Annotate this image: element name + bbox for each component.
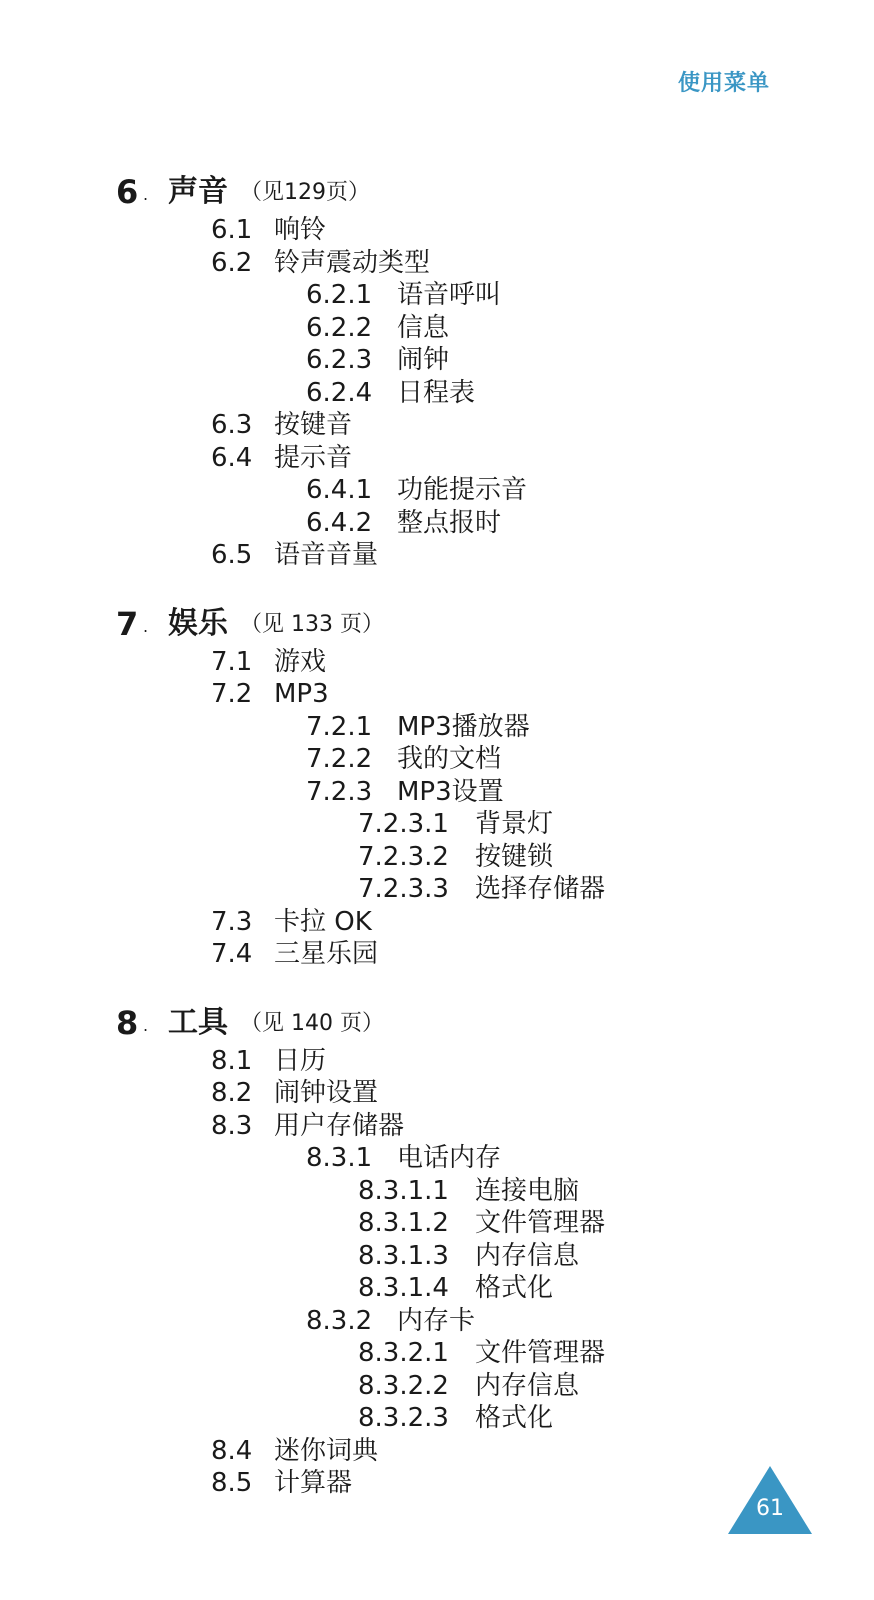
menu-item-label: 选择存储器: [475, 874, 606, 904]
page-number-badge: [728, 1466, 812, 1534]
menu-item-number: 6.5: [211, 540, 253, 570]
menu-item-label: 内存信息: [475, 1240, 580, 1271]
menu-item: [0, 377, 874, 410]
menu-section-8: [0, 1001, 874, 1500]
menu-item: [0, 873, 874, 906]
menu-item: [0, 938, 874, 971]
menu-item-number: 6.4: [211, 442, 253, 473]
section-number-dot: .: [143, 1015, 149, 1035]
menu-item: [0, 1045, 874, 1078]
menu-item-number: 7.2: [211, 679, 253, 709]
menu-item-number: 8.3.1.1: [358, 1175, 449, 1206]
menu-item-label: 日程表: [397, 377, 476, 408]
menu-item: [0, 507, 874, 540]
section-heading: [0, 170, 874, 214]
menu-item-label: 日历: [274, 1045, 327, 1076]
menu-item: [0, 474, 874, 507]
menu-item: [0, 808, 874, 841]
menu-item: [0, 312, 874, 345]
menu-item: [0, 344, 874, 377]
menu-item-number: 7.3: [211, 906, 253, 937]
section-number-dot: .: [143, 185, 149, 204]
menu-item-number: 7.2.3.2: [358, 841, 449, 872]
menu-section-7: [0, 602, 874, 971]
section-title: 声音: [168, 174, 228, 209]
section-number: 8: [116, 1003, 139, 1042]
menu-item-label: 按键锁: [475, 841, 554, 872]
menu-item-number: 8.3.2.1: [358, 1338, 449, 1368]
section-page-ref: （见 133 页）: [240, 611, 384, 637]
menu-item: [0, 1110, 874, 1143]
section-page-ref: （见129页）: [240, 180, 370, 205]
menu-item: [0, 1435, 874, 1468]
menu-item-label: 语音音量: [274, 540, 379, 570]
menu-item-label: 我的文档: [397, 744, 502, 774]
menu-item-number: 6.1: [211, 215, 253, 245]
menu-item-label: 格式化: [475, 1403, 554, 1433]
section-title: 娱乐: [168, 605, 228, 641]
menu-item-label: 语音呼叫: [397, 280, 502, 310]
menu-item-number: 8.3.1: [306, 1143, 373, 1173]
menu-item-label: 迷你词典: [274, 1435, 379, 1466]
menu-item-label: 信息: [397, 312, 450, 343]
menu-section-6: [0, 170, 874, 572]
menu-item-label: 连接电脑: [475, 1175, 580, 1206]
menu-outline: [0, 170, 874, 1530]
menu-item-label: 游戏: [274, 646, 327, 677]
menu-item-number: 8.3.2: [306, 1305, 373, 1336]
section-page-ref: （见 140 页）: [240, 1010, 384, 1036]
menu-item-label: MP3: [274, 679, 329, 709]
menu-item: [0, 1402, 874, 1435]
section-heading: [0, 1001, 874, 1045]
menu-item-number: 7.2.1: [306, 711, 373, 742]
menu-item-number: 8.3.2.2: [358, 1370, 449, 1401]
menu-item: [0, 442, 874, 475]
menu-item-label: 内存卡: [397, 1305, 476, 1336]
menu-item-label: 闹钟设置: [274, 1078, 379, 1108]
menu-item-label: 内存信息: [475, 1370, 580, 1401]
menu-item: [0, 711, 874, 744]
menu-item-number: 7.4: [211, 939, 253, 969]
menu-item-label: 整点报时: [397, 507, 502, 538]
section-number-dot: .: [143, 616, 149, 636]
menu-item-number: 8.5: [211, 1468, 253, 1498]
menu-item: [0, 1142, 874, 1175]
menu-item-label: 闹钟: [397, 345, 450, 375]
menu-item: [0, 678, 874, 711]
menu-item: [0, 1337, 874, 1370]
section-number: 7: [116, 604, 139, 643]
menu-item: [0, 906, 874, 939]
menu-item-number: 7.2.2: [306, 744, 373, 774]
menu-item: [0, 1175, 874, 1208]
menu-item-number: 6.2.1: [306, 280, 373, 310]
menu-item: [0, 1272, 874, 1305]
menu-item: [0, 247, 874, 280]
menu-item-number: 7.2.3.3: [358, 874, 449, 904]
menu-item-number: 7.1: [211, 646, 253, 677]
menu-item-number: 8.3: [211, 1110, 253, 1141]
menu-item-label: 计算器: [274, 1468, 353, 1498]
menu-item-number: 6.2.4: [306, 377, 373, 408]
menu-item-label: MP3播放器: [397, 711, 530, 742]
menu-item-number: 8.3.1.3: [358, 1240, 449, 1271]
menu-item-label: 响铃: [274, 215, 327, 245]
section-number: 6: [116, 173, 139, 211]
menu-item-label: 背景灯: [475, 809, 554, 839]
menu-item-label: 电话内存: [397, 1143, 502, 1173]
menu-item-label: 文件管理器: [475, 1338, 606, 1368]
menu-item-label: 提示音: [274, 442, 353, 473]
menu-item: [0, 214, 874, 247]
menu-item: [0, 1240, 874, 1273]
menu-item-number: 7.2.3: [306, 776, 373, 807]
section-title: 工具: [168, 1004, 228, 1040]
menu-item-number: 6.2.2: [306, 312, 373, 343]
menu-item-label: 三星乐园: [274, 939, 379, 969]
menu-item-number: 6.3: [211, 410, 253, 440]
menu-item: [0, 1077, 874, 1110]
menu-item-label: 文件管理器: [475, 1208, 606, 1238]
menu-item-number: 6.4.1: [306, 475, 373, 505]
menu-item-label: MP3设置: [397, 776, 504, 807]
menu-item-label: 铃声震动类型: [274, 247, 431, 278]
menu-item: [0, 1370, 874, 1403]
menu-item: [0, 409, 874, 442]
menu-item: [0, 776, 874, 809]
menu-item-number: 8.3.1.2: [358, 1208, 449, 1238]
menu-item-label: 功能提示音: [397, 475, 528, 505]
menu-item-number: 8.2: [211, 1078, 253, 1108]
menu-item-label: 格式化: [475, 1273, 554, 1303]
menu-item-number: 8.3.2.3: [358, 1403, 449, 1433]
menu-item-number: 6.2: [211, 247, 253, 278]
page-header-title: 使用菜单: [677, 71, 770, 96]
menu-item: [0, 841, 874, 874]
menu-item-number: 6.2.3: [306, 345, 373, 375]
menu-item-number: 7.2.3.1: [358, 809, 449, 839]
menu-item-label: 用户存储器: [274, 1110, 405, 1141]
menu-item-number: 8.3.1.4: [358, 1273, 449, 1303]
menu-item: [0, 1207, 874, 1240]
menu-item: [0, 646, 874, 679]
menu-item-number: 8.1: [211, 1045, 253, 1076]
menu-item-label: 按键音: [274, 410, 353, 440]
section-heading: [0, 602, 874, 646]
menu-item-label: 卡拉 OK: [274, 906, 372, 937]
menu-item: [0, 1305, 874, 1338]
menu-item: [0, 743, 874, 776]
menu-item: [0, 539, 874, 572]
page-number: 61: [756, 1496, 784, 1521]
menu-item: [0, 279, 874, 312]
menu-item-number: 6.4.2: [306, 507, 373, 538]
menu-item-number: 8.4: [211, 1435, 253, 1466]
